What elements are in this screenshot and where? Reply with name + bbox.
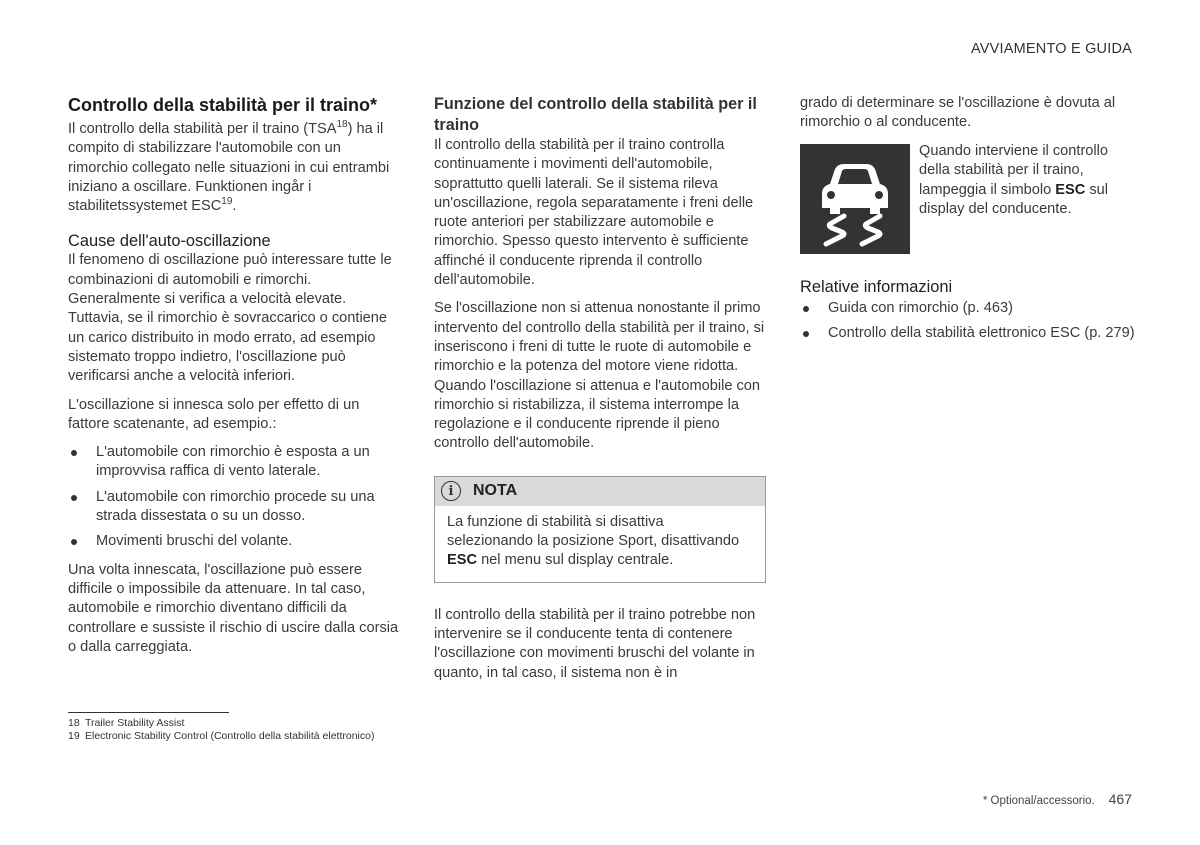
- page-footer: [983, 791, 1132, 807]
- note-header: [435, 477, 765, 506]
- list-item: L'automobile con rimorchio procede su una strada dissestata o su un dosso.: [68, 488, 403, 527]
- consequence-paragraph: Una volta innescata, l'oscillazione può essere difficile o impossibile da attenuare. In tal caso, automobile e rimorchio diventano difficili da controllare e sussiste il rischio di uscire dalla corsia o dalla carreggiata.: [68, 561, 399, 655]
- note-label: NOTA: [473, 482, 518, 500]
- esc-skid-warning-icon: [800, 144, 910, 254]
- trigger-paragraph: L'oscillazione si innesca solo per effetto di un fattore scatenante, ad esempio.:: [68, 396, 360, 432]
- icon-text-2: sul display del conducente.: [919, 181, 1109, 217]
- column-left: [68, 94, 403, 657]
- page-number: 467: [1108, 791, 1132, 807]
- car-skid-icon: [800, 144, 910, 254]
- footnote: [68, 717, 428, 730]
- cause-paragraph: Il fenomeno di oscillazione può interessare tutte le combinazioni di automobili e rimorchi. Generalmente si verifica a velocità elevate. Tuttavia, se il rimorchio è sovraccarico o contiene un carico distribuito in modo errato, ad esempio sistemato troppo indietro, l'oscillazione può verificarsi anche a velocità inferiori.: [68, 252, 392, 385]
- footnote-text: Electronic Stability Control (Controllo della stabilità elettronico): [85, 730, 375, 742]
- note-box: [434, 476, 766, 583]
- note-text-2: nel menu sul display centrale.: [477, 552, 674, 569]
- related-heading: Relative informazioni: [800, 278, 953, 296]
- footnote-text: Trailer Stability Assist: [85, 717, 185, 729]
- footnote-ref-19: 19: [221, 196, 233, 208]
- cause-heading: Cause dell'auto-oscillazione: [68, 232, 271, 251]
- function-heading: Funzione del controllo della stabilità per il traino: [434, 95, 757, 134]
- intro-text-2: ) ha il compito di stabilizzare l'automobile con un rimorchio collegato nelle situazioni in cui entrambi iniziano a oscillare. Funktionen ingår i stabilitetssystemet ESC: [68, 121, 390, 215]
- note-body: [435, 506, 765, 582]
- column-right: [800, 94, 1135, 342]
- note-text: [447, 513, 753, 571]
- intro-paragraph: [68, 120, 403, 216]
- section-header: AVVIAMENTO E GUIDA: [971, 41, 1132, 57]
- related-list: [800, 299, 1135, 344]
- continuation-paragraph: grado di determinare se l'oscillazione è dovuta al rimorchio o al conducente.: [800, 95, 1116, 131]
- info-icon: i: [441, 481, 461, 501]
- footnotes: [68, 712, 428, 743]
- icon-text-1: Quando interviene il controllo della stabilità per il traino, lampeggia il simbolo: [919, 143, 1109, 198]
- icon-description: [919, 142, 1129, 219]
- list-item: L'automobile con rimorchio è esposta a un improvvisa raffica di vento laterale.: [68, 443, 403, 482]
- related-section: [800, 277, 1135, 344]
- optional-note: * Optional/accessorio.: [982, 795, 1095, 807]
- list-item: Movimenti bruschi del volante.: [68, 532, 403, 551]
- footnote: [68, 730, 428, 743]
- intro-text-3: .: [232, 198, 237, 215]
- limitation-paragraph: Il controllo della stabilità per il traino potrebbe non intervenire se il conducente tenta di contenere l'oscillazione con movimenti bruschi del volante in quanto, in tal caso, il sistema non è in: [434, 606, 756, 681]
- intro-text-1: Il controllo della stabilità per il traino (TSA: [68, 121, 337, 137]
- trigger-list: [68, 443, 403, 551]
- column-middle: [434, 94, 766, 683]
- related-link-esc[interactable]: Controllo della stabilità elettronico ESC (p. 279): [800, 324, 1135, 343]
- footnote-divider: [68, 712, 229, 713]
- note-text-1: La funzione di stabilità si disattiva selezionando la posizione Sport, disattivando: [447, 513, 740, 550]
- page-title: Controllo della stabilità per il traino*: [68, 95, 378, 115]
- escalation-paragraph: Se l'oscillazione non si attenua nonostante il primo intervento del controllo della stabilità per il traino, si inseriscono i freni di tutte le ruote di automobile e rimorchio e la potenza del motore viene ridotta. Quando l'oscillazione si attenua e l'automobile con rimorchio si ristabilizza, il sistema interrompe la regolazione e il conducente riprende il pieno controllo dell'automobile.: [434, 300, 765, 452]
- footnote-number: 19: [68, 730, 80, 742]
- footnote-number: 18: [68, 717, 80, 729]
- esc-label: ESC: [447, 552, 478, 569]
- function-paragraph: Il controllo della stabilità per il traino controlla continuamente i movimenti dell'automobile, soprattutto quelli laterali. Se il sistema rileva un'oscillazione, regola separatamente i freni delle ruote anteriori per stabilizzare automobile e rimorchio. Spesso questo intervento è sufficiente affinché il conducente riprenda il controllo dell'automobile.: [434, 137, 754, 289]
- related-link-guida-rimorchio[interactable]: Guida con rimorchio (p. 463): [800, 299, 1135, 318]
- esc-label: ESC: [1055, 181, 1086, 198]
- footnote-ref-18: 18: [336, 119, 348, 131]
